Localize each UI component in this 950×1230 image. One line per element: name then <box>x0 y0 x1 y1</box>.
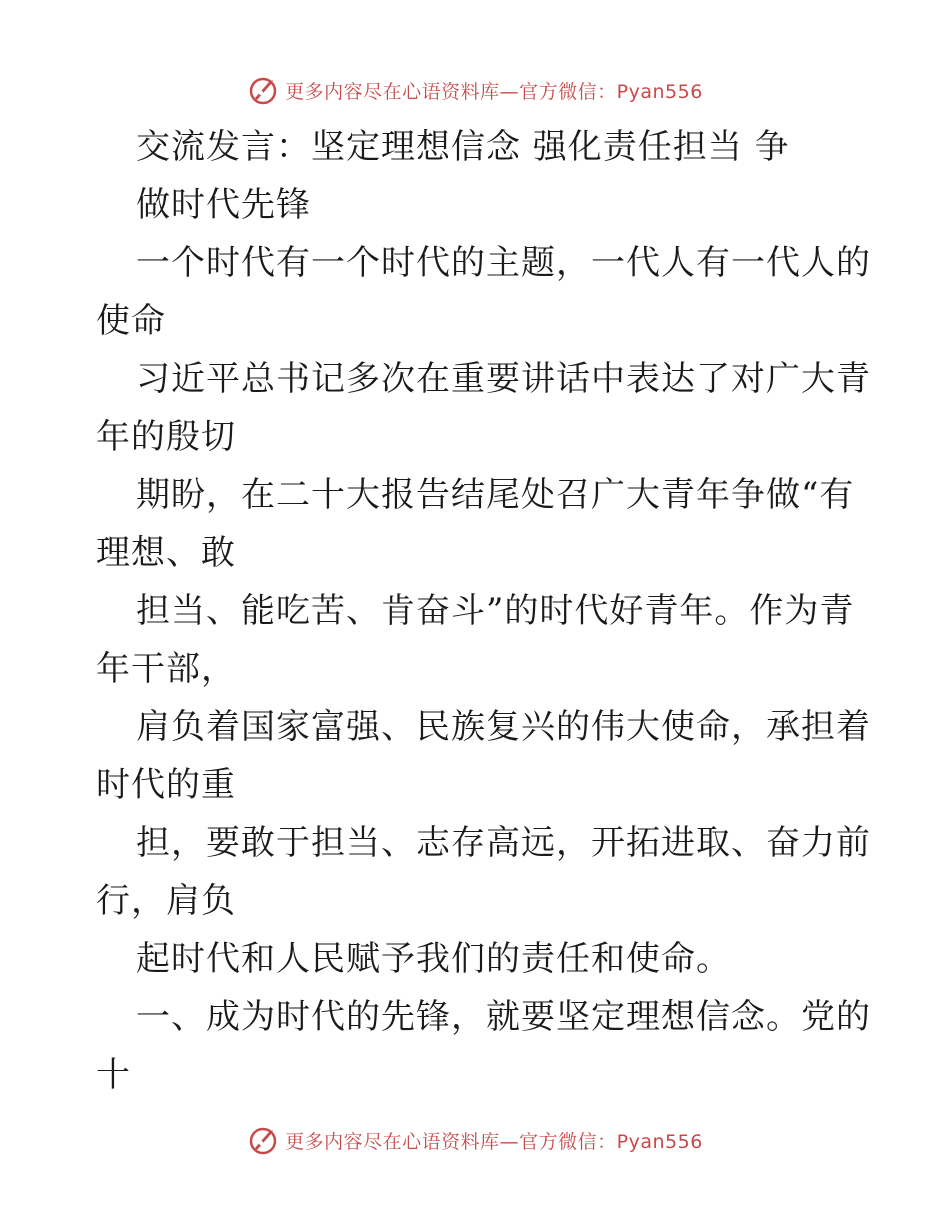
footer-wechat-handle: Pyan556 <box>616 1130 703 1153</box>
doc-line: 年的殷切 <box>96 417 236 457</box>
quill-logo-icon <box>247 1124 279 1156</box>
doc-line: 行，肩负 <box>96 881 236 921</box>
doc-line: 时代的重 <box>96 765 236 805</box>
doc-line: 起时代和人民赋予我们的责任和使命。 <box>136 939 731 979</box>
quill-logo-icon <box>247 74 279 106</box>
doc-line: 十 <box>96 1055 131 1095</box>
doc-line: 一个时代有一个时代的主题，一代人有一代人的 <box>136 243 871 283</box>
document-body <box>96 118 871 1104</box>
doc-line: 担当、能吃苦、肯奋斗”的时代好青年。作为青 <box>136 591 855 631</box>
header-wechat-handle: Pyan556 <box>616 80 703 103</box>
doc-line: 做时代先锋 <box>136 185 311 225</box>
doc-line: 担，要敢于担当、志存高远，开拓进取、奋力前 <box>136 823 871 863</box>
doc-line: 交流发言：坚定理想信念 强化责任担当 争 <box>136 127 790 167</box>
footer-banner <box>0 1120 950 1160</box>
footer-banner-text: 更多内容尽在心语资料库—官方微信：Pyan556 <box>285 1130 703 1153</box>
header-banner-text: 更多内容尽在心语资料库—官方微信：Pyan556 <box>285 80 703 103</box>
doc-line: 理想、敢 <box>96 533 236 573</box>
doc-line: 使命 <box>96 301 166 341</box>
header-banner <box>0 70 950 110</box>
doc-line: 期盼，在二十大报告结尾处召广大青年争做“有 <box>136 475 855 515</box>
doc-line: 习近平总书记多次在重要讲话中表达了对广大青 <box>136 359 871 399</box>
doc-line: 年干部， <box>96 649 236 689</box>
doc-line: 肩负着国家富强、民族复兴的伟大使命，承担着 <box>136 707 871 747</box>
doc-line: 一、成为时代的先锋，就要坚定理想信念。党的 <box>136 997 871 1037</box>
